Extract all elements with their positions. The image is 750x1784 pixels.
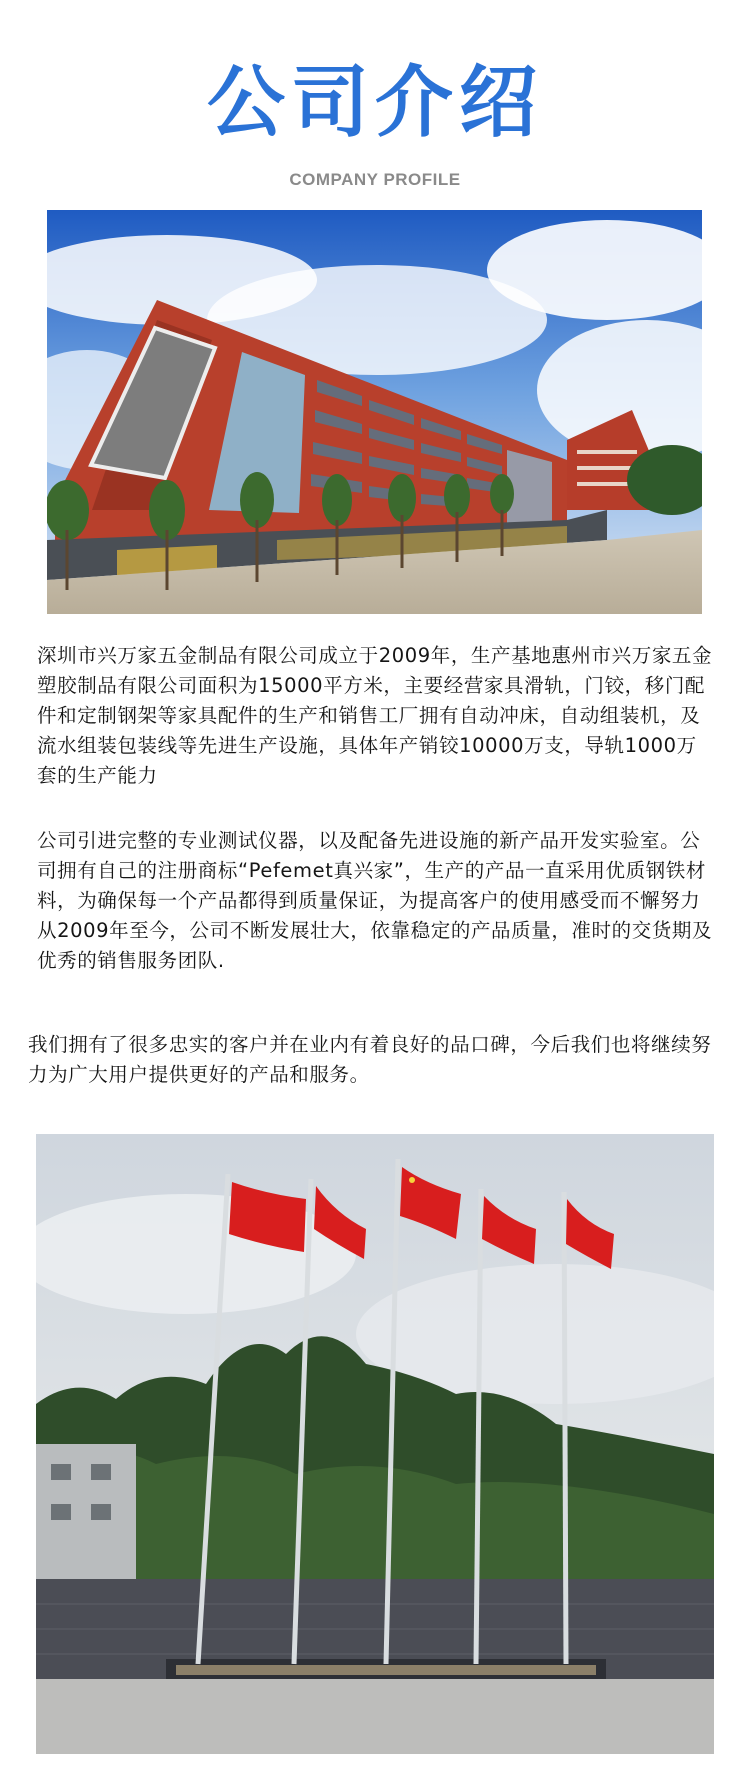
page-subtitle: COMPANY PROFILE [289,170,461,189]
intro-paragraph-3: 我们拥有了很多忠实的客户并在业内有着良好的品口碑，今后我们也将继续努力为广大用户提供更好的产品和服务。 [28,1033,712,1086]
intro-paragraph-1: 深圳市兴万家五金制品有限公司成立于2009年，生产基地惠州市兴万家五金塑胶制品有限公司面积为15000平方米，主要经营家具滑轨，门铰，移门配件和定制钢架等家具配件的生产和销售工厂拥有自动冲床，自动组装机，及流水组装包装线等先进生产设施，具体年产销铰10000万支，导轨1000万套的生产能力 [37,644,713,787]
flagpoles-photo [36,1134,714,1754]
intro-paragraph-2: 公司引进完整的专业测试仪器，以及配备先进设施的新产品开发实验室。公司拥有自己的注册商标“Pefemet真兴家”，生产的产品一直采用优质钢铁材料，为确保每一个产品都得到质量保证，为提高客户的使用感受而不懈努力从2009年至今，公司不断发展壮大，依靠稳定的产品质量，准时的交货期及优秀的销售服务团队. [37,829,713,972]
page-title: 公司介绍 [206,58,543,148]
factory-building-photo [47,210,702,614]
